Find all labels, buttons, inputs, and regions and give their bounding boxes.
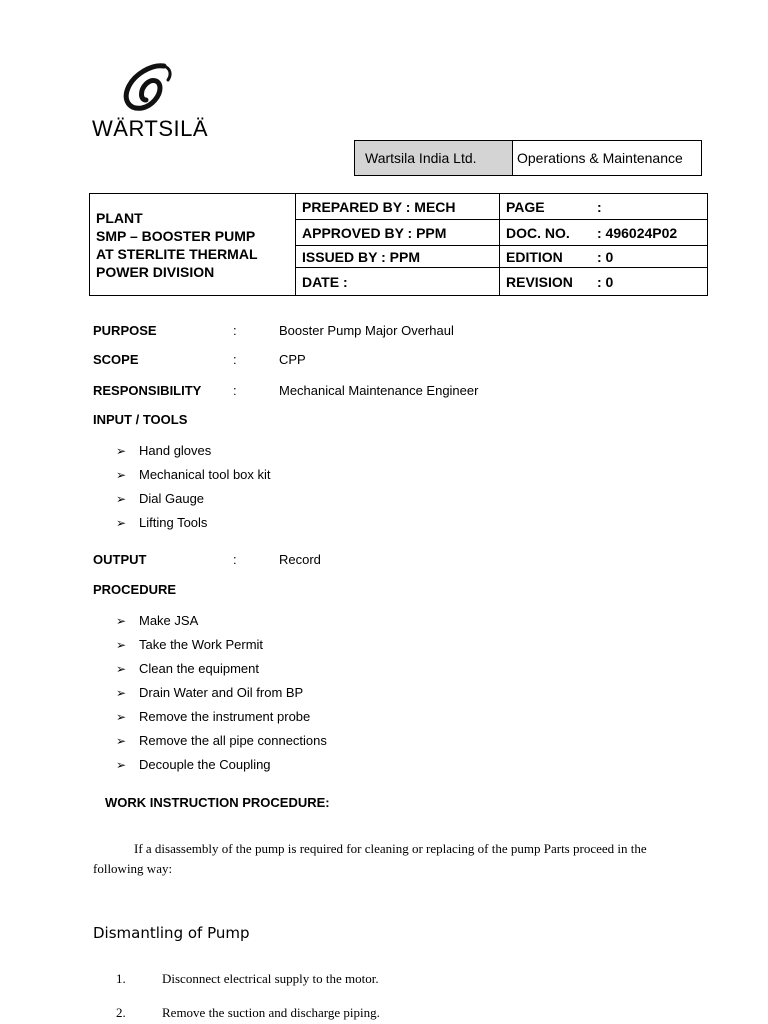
prepared-by: PREPARED BY : MECH: [296, 194, 500, 220]
revision-label: REVISION: [506, 273, 573, 290]
list-item-text: Clean the equipment: [139, 661, 259, 676]
bullet-arrow-icon: ➢: [116, 516, 127, 530]
list-item: [116, 757, 271, 772]
numbered-step: [116, 971, 379, 987]
work-instruction-para-line1: If a disassembly of the pump is required for cleaning or replacing of the pump Parts proceed in the: [134, 841, 647, 856]
edition-label: EDITION: [506, 248, 563, 265]
logo-wordmark: WÄRTSILÄ: [92, 116, 209, 141]
document-header-table: [89, 193, 708, 296]
department-name: Operations & Maintenance: [513, 141, 702, 176]
field-colon: :: [233, 383, 237, 398]
output-row: [93, 552, 321, 567]
list-item-text: Dial Gauge: [139, 491, 205, 506]
field-value: CPP: [279, 352, 306, 367]
field-key: SCOPE: [93, 352, 139, 367]
docno-value: : 496024P02: [597, 224, 678, 241]
bullet-arrow-icon: ➢: [116, 758, 127, 772]
field-key: OUTPUT: [93, 552, 147, 567]
list-item-text: Hand gloves: [139, 443, 212, 458]
page-cell: [500, 194, 708, 220]
list-item-text: Remove the all pipe connections: [139, 733, 327, 748]
plant-cell: [90, 194, 296, 296]
field-colon: :: [233, 323, 237, 338]
page-value: :: [597, 198, 602, 215]
list-item-text: Make JSA: [139, 613, 199, 628]
list-item: [116, 467, 271, 482]
wartsila-logo: [92, 62, 209, 142]
bullet-arrow-icon: ➢: [116, 638, 127, 652]
list-item: [116, 515, 207, 530]
field-key: PURPOSE: [93, 323, 157, 338]
work-instruction-heading: WORK INSTRUCTION PROCEDURE:: [105, 795, 330, 810]
field-colon: :: [233, 352, 237, 367]
step-text: Disconnect electrical supply to the motor.: [162, 971, 379, 986]
bullet-arrow-icon: ➢: [116, 492, 127, 506]
list-item-text: Take the Work Permit: [139, 637, 264, 652]
purpose-row: [93, 323, 454, 338]
scope-row: [93, 352, 306, 367]
company-box: [354, 140, 702, 176]
dismantling-heading: Dismantling of Pump: [93, 924, 250, 942]
list-item-text: Drain Water and Oil from BP: [139, 685, 304, 700]
bullet-arrow-icon: ➢: [116, 662, 127, 676]
approved-by: APPROVED BY : PPM: [296, 220, 500, 246]
list-item: [116, 685, 303, 700]
responsibility-row: [93, 383, 478, 398]
edition-value: : 0: [597, 248, 614, 265]
date: DATE :: [296, 268, 500, 296]
list-item: [116, 443, 211, 458]
procedure-heading: PROCEDURE: [93, 582, 177, 597]
bullet-arrow-icon: ➢: [116, 614, 127, 628]
company-name: Wartsila India Ltd.: [355, 141, 513, 176]
list-item-text: Lifting Tools: [139, 515, 208, 530]
edition-cell: [500, 246, 708, 268]
bullet-arrow-icon: ➢: [116, 444, 127, 458]
docno-cell: [500, 220, 708, 246]
plant-line: SMP – BOOSTER PUMP: [96, 227, 256, 244]
wartsila-swirl-icon: [112, 62, 182, 114]
field-value: Record: [279, 552, 321, 567]
list-item: [116, 709, 310, 724]
issued-by: ISSUED BY : PPM: [296, 246, 500, 268]
plant-line: POWER DIVISION: [96, 263, 215, 280]
list-item: [116, 733, 327, 748]
list-item: [116, 613, 198, 628]
revision-cell: [500, 268, 708, 296]
list-item-text: Remove the instrument probe: [139, 709, 311, 724]
plant-line: AT STERLITE THERMAL: [96, 245, 258, 262]
step-number: 2.: [116, 1005, 126, 1020]
bullet-arrow-icon: ➢: [116, 686, 127, 700]
list-item: [116, 491, 204, 506]
page-label: PAGE: [506, 198, 545, 215]
field-value: Mechanical Maintenance Engineer: [279, 383, 479, 398]
work-instruction-para-line2: following way:: [93, 861, 173, 876]
docno-label: DOC. NO.: [506, 224, 570, 241]
step-text: Remove the suction and discharge piping.: [162, 1005, 380, 1020]
field-colon: :: [233, 552, 237, 567]
list-item-text: Mechanical tool box kit: [139, 467, 271, 482]
input-tools-heading: INPUT / TOOLS: [93, 412, 188, 427]
bullet-arrow-icon: ➢: [116, 468, 127, 482]
bullet-arrow-icon: ➢: [116, 710, 127, 724]
list-item-text: Decouple the Coupling: [139, 757, 271, 772]
revision-value: : 0: [597, 273, 614, 290]
step-number: 1.: [116, 971, 126, 986]
plant-line: PLANT: [96, 209, 143, 226]
field-key: RESPONSIBILITY: [93, 383, 202, 398]
bullet-arrow-icon: ➢: [116, 734, 127, 748]
field-value: Booster Pump Major Overhaul: [279, 323, 454, 338]
numbered-step: [116, 1005, 380, 1021]
list-item: [116, 637, 263, 652]
list-item: [116, 661, 259, 676]
